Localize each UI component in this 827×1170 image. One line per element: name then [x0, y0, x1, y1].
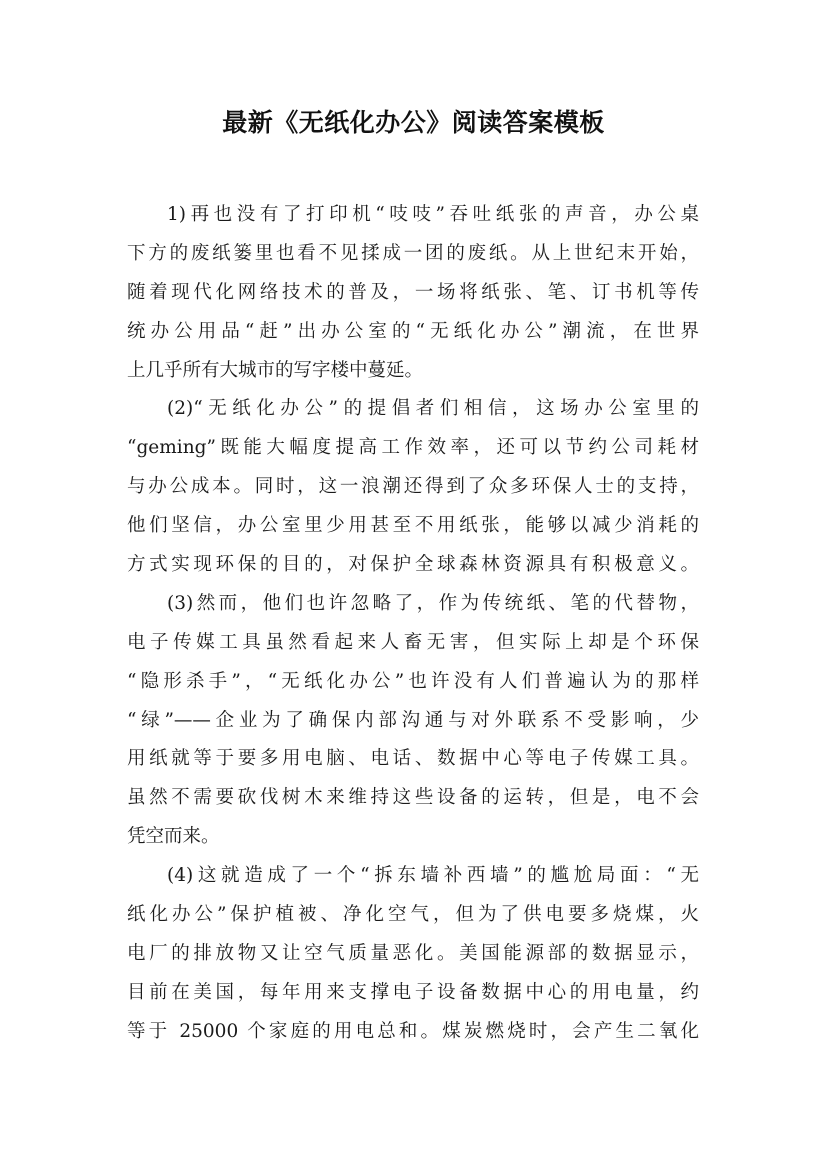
text-line: 与办公成本。同时，这一浪潮还得到了众多环保人士的支持，	[127, 476, 699, 498]
paragraph-1	[127, 196, 699, 390]
text-line: 凭空而来。	[127, 826, 220, 848]
text-line: 电厂的排放物又让空气质量恶化。美国能源部的数据显示，	[127, 942, 699, 964]
text-line: “隐形杀手”，“无纸化办公”也许没有人们普遍认为的那样	[127, 670, 699, 692]
paragraph-2	[127, 390, 699, 584]
text-line: (2)“无纸化办公”的提倡者们相信，这场办公室里的	[167, 398, 699, 420]
text-line: “geming”既能大幅度提高工作效率，还可以节约公司耗材	[127, 437, 699, 459]
paragraph-3	[127, 585, 699, 857]
text-line: “绿”——企业为了确保内部沟通与对外联系不受影响，少	[127, 709, 699, 731]
text-line: (4)这就造成了一个“拆东墙补西墙”的尴尬局面：“无	[167, 865, 699, 887]
text-line: 方式实现环保的目的，对保护全球森林资源具有积极意义。	[127, 554, 699, 576]
text-line: 纸化办公”保护植被、净化空气，但为了供电要多烧煤，火	[127, 904, 699, 926]
text-line: 用纸就等于要多用电脑、电话、数据中心等电子传媒工具。	[127, 748, 699, 770]
text-line: 统办公用品“赶”出办公室的“无纸化办公”潮流，在世界	[127, 320, 699, 342]
text-line: 1)再也没有了打印机“吱吱”吞吐纸张的声音，办公桌	[167, 204, 699, 225]
paragraph-4	[127, 857, 699, 1051]
text-line: 随着现代化网络技术的普及，一场将纸张、笔、订书机等传	[127, 281, 699, 303]
text-line: (3)然而，他们也许忽略了，作为传统纸、笔的代替物，	[167, 592, 699, 614]
text-line: 他们坚信，办公室里少用甚至不用纸张，能够以减少消耗的	[127, 515, 699, 537]
document-body	[127, 196, 699, 1052]
text-line: 电子传媒工具虽然看起来人畜无害，但实际上却是个环保	[127, 631, 699, 653]
text-line: 目前在美国，每年用来支撑电子设备数据中心的用电量，约	[127, 981, 699, 1003]
document-title: 最新《无纸化办公》阅读答案模板	[222, 108, 605, 137]
text-line: 等于 25000 个家庭的用电总和。煤炭燃烧时，会产生二氧化	[127, 1020, 699, 1042]
text-line: 上几乎所有大城市的写字楼中蔓延。	[127, 359, 424, 381]
text-line: 虽然不需要砍伐树木来维持这些设备的运转，但是，电不会	[127, 787, 699, 809]
text-line: 下方的废纸篓里也看不见揉成一团的废纸。从上世纪末开始，	[127, 242, 699, 264]
